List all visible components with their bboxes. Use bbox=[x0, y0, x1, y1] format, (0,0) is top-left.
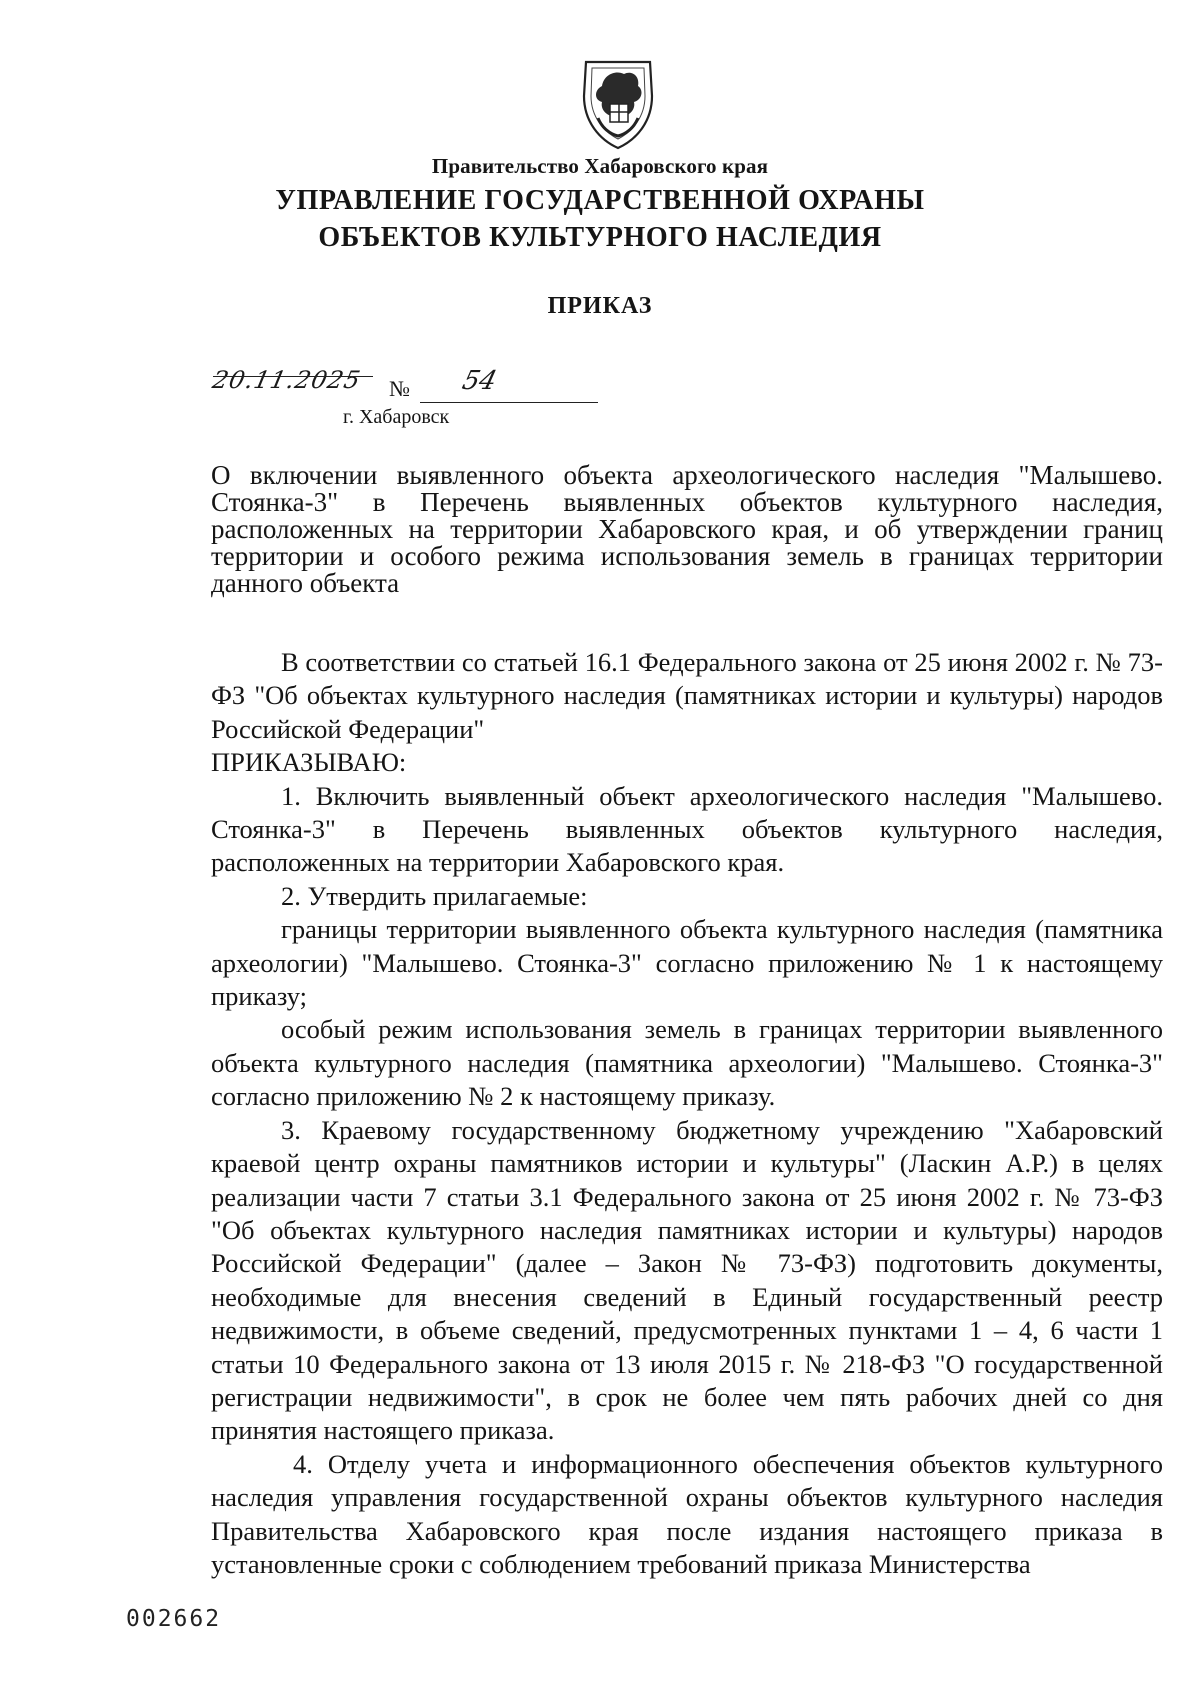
item-3: 3. Краевому государственному бюджетному учреждению "Хабаровский краевой центр охраны памятников истории и культуры" (Ласкин А.Р.) в целях реализации части 7 статьи 3.1 Федерального закона от 25 июня 2002 г. № 73-ФЗ "Об объектах культурного наследия памятниках истории и культуры) народов Российской Федерации" (далее – Закон № 73-ФЗ) подготовить документы, необходимые для внесения сведений в Единый государственный реестр недвижимости, в объеме сведений, предусмотренных пунктами 1 – 4, 6 части 1 статьи 10 Федерального закона от 13 июля 2015 г. № 218-ФЗ "О государственной регистрации недвижимости", в срок не более чем пять рабочих дней со дня принятия настоящего приказа. bbox=[211, 1114, 1163, 1446]
document-type: ПРИКАЗ bbox=[547, 293, 653, 319]
item-1: 1. Включить выявленный объект археологического наследия "Малышево. Стоянка-3" в Перечень выявленных объектов культурного наследия, расположенных на территории Хабаровского края. bbox=[211, 780, 1163, 878]
order-number: 54 bbox=[459, 366, 500, 396]
date-underline bbox=[213, 376, 373, 377]
preamble-paragraph: В соответствии со статьей 16.1 Федерального закона от 25 июня 2002 г. № 73-ФЗ "Об объектах культурного наследия (памятниках истории и культуры) народов Российской Федерации" bbox=[211, 647, 1163, 744]
number-sign: № bbox=[389, 376, 410, 401]
number-underline bbox=[420, 402, 598, 403]
item-2-boundaries: границы территории выявленного объекта культурного наследия (памятника археологии) "Малышево. Стоянка-3" согласно приложению № 1 к настоящему приказу; bbox=[211, 914, 1163, 1012]
order-body bbox=[211, 646, 1163, 1581]
item-4: 4. Отделу учета и информационного обеспечения объектов культурного наследия управления государственной охраны объектов культурного наследия Правительства Хабаровского края после издания настоящего приказа в установленные сроки с соблюдением требований приказа Министерства bbox=[211, 1448, 1163, 1579]
coat-of-arms-icon bbox=[572, 56, 664, 152]
department-title-line1: УПРАВЛЕНИЕ ГОСУДАРСТВЕННОЙ ОХРАНЫ bbox=[275, 185, 925, 216]
government-name: Правительство Хабаровского края bbox=[431, 154, 769, 178]
order-word: ПРИКАЗЫВАЮ: bbox=[211, 747, 407, 778]
order-city: г. Хабаровск bbox=[343, 406, 450, 428]
document-serial-number: 002662 bbox=[126, 1606, 222, 1632]
item-2: 2. Утвердить прилагаемые: bbox=[281, 880, 588, 911]
order-date: 20.11.2025 bbox=[210, 366, 364, 394]
order-subject: О включении выявленного объекта археологического наследия "Малышево. Стоянка-3" в Перечень выявленных объектов культурного наследия, расположенных на территории Хабаровского края, и об утверждении границ территории и особого режима использования земель в границах территории данного объекта bbox=[211, 460, 1163, 598]
department-title-line2: ОБЪЕКТОВ КУЛЬТУРНОГО НАСЛЕДИЯ bbox=[318, 222, 882, 253]
item-2-land-use-regime: особый режим использования земель в границах территории выявленного объекта культурного наследия (памятника археологии) "Малышево. Стоянка-3" согласно приложению № 2 к настоящему приказу. bbox=[211, 1014, 1163, 1112]
